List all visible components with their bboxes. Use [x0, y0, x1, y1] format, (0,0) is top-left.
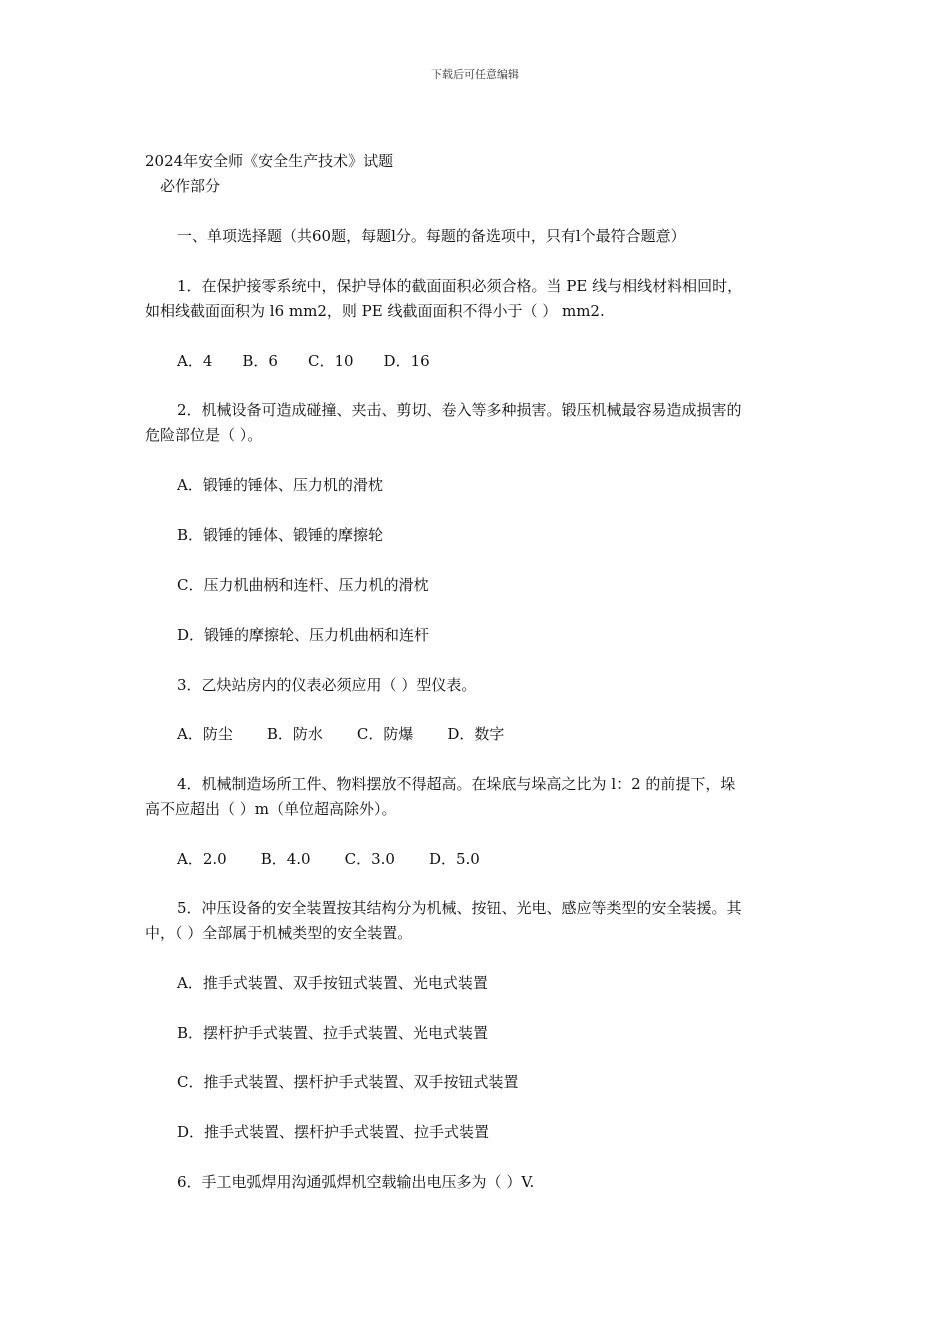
question-5-line-1: 5．冲压设备的安全装置按其结构分为机械、按钮、光电、感应等类型的安全装援。其 [177, 899, 742, 917]
option-d: D．数字 [447, 725, 505, 743]
option-c: C．3.0 [344, 850, 395, 868]
option-b: B．4.0 [260, 850, 311, 868]
question-5-option-d: D．推手式装置、摆杆护手式装置、拉手式装置 [177, 1123, 490, 1141]
document-subtitle: 必作部分 [160, 177, 221, 195]
question-2-line-1: 2．机械设备可造成碰撞、夹击、剪切、卷入等多种损害。锻压机械最容易造成损害的 [177, 401, 742, 419]
question-2-option-a: A．锻锤的锤体、压力机的滑枕 [177, 476, 383, 494]
question-1-line-2: 如相线截面面积为 l6 mm2，则 PE 线截面面积不得小于（ ） mm2. [145, 302, 605, 320]
question-5-option-a: A．推手式装置、双手按钮式装置、光电式装置 [177, 974, 488, 992]
option-b: B．防水 [266, 725, 323, 743]
question-5-option-c: C．推手式装置、摆杆护手式装置、双手按钮式装置 [177, 1073, 519, 1091]
question-5-option-b: B．摆杆护手式装置、拉手式装置、光电式装置 [177, 1024, 489, 1042]
question-5-line-2: 中，（ ）全部属于机械类型的安全装置。 [145, 924, 413, 942]
question-6-line-1: 6．手工电弧焊用沟通弧焊机空载输出电压多为（ ）V. [177, 1173, 535, 1191]
question-3-line-1: 3．乙炔站房内的仪表必须应用（ ）型仪表。 [177, 676, 477, 694]
option-a: A．防尘 [177, 725, 233, 743]
question-2-option-b: B．锻锤的锤体、锻锤的摩擦轮 [177, 526, 384, 544]
option-c: C．10 [307, 352, 354, 370]
question-4-options [177, 850, 480, 868]
question-1-options [177, 352, 430, 370]
page-header: 下载后可任意编辑 [431, 68, 519, 81]
option-c: C．防爆 [356, 725, 414, 743]
option-b: B．6 [242, 352, 278, 370]
question-2-option-c: C．压力机曲柄和连杆、压力机的滑枕 [177, 576, 429, 594]
question-2-line-2: 危险部位是（ ）。 [145, 426, 263, 444]
option-a: A．4 [177, 352, 213, 370]
document-title: 2024年安全师《安全生产技术》试题 [145, 152, 394, 170]
question-2-option-d: D．锻锤的摩擦轮、压力机曲柄和连杆 [177, 626, 430, 644]
option-a: A．2.0 [177, 850, 227, 868]
section-heading: 一、单项选择题（共60题，每题l分。每题的备选项中，只有l个最符合题意） [177, 227, 686, 245]
option-d: D．5.0 [428, 850, 480, 868]
question-1-line-1: 1．在保护接零系统中，保护导体的截面面积必须合格。当 PE 线与相线材料相回时， [177, 277, 743, 295]
option-d: D．16 [383, 352, 430, 370]
question-3-options [177, 725, 504, 743]
question-4-line-1: 4．机械制造场所工件、物料摆放不得超高。在垛底与垛高之比为 l：2 的前提下，垛 [177, 775, 736, 793]
question-4-line-2: 高不应超出（ ）m（单位超高除外）。 [145, 800, 397, 818]
